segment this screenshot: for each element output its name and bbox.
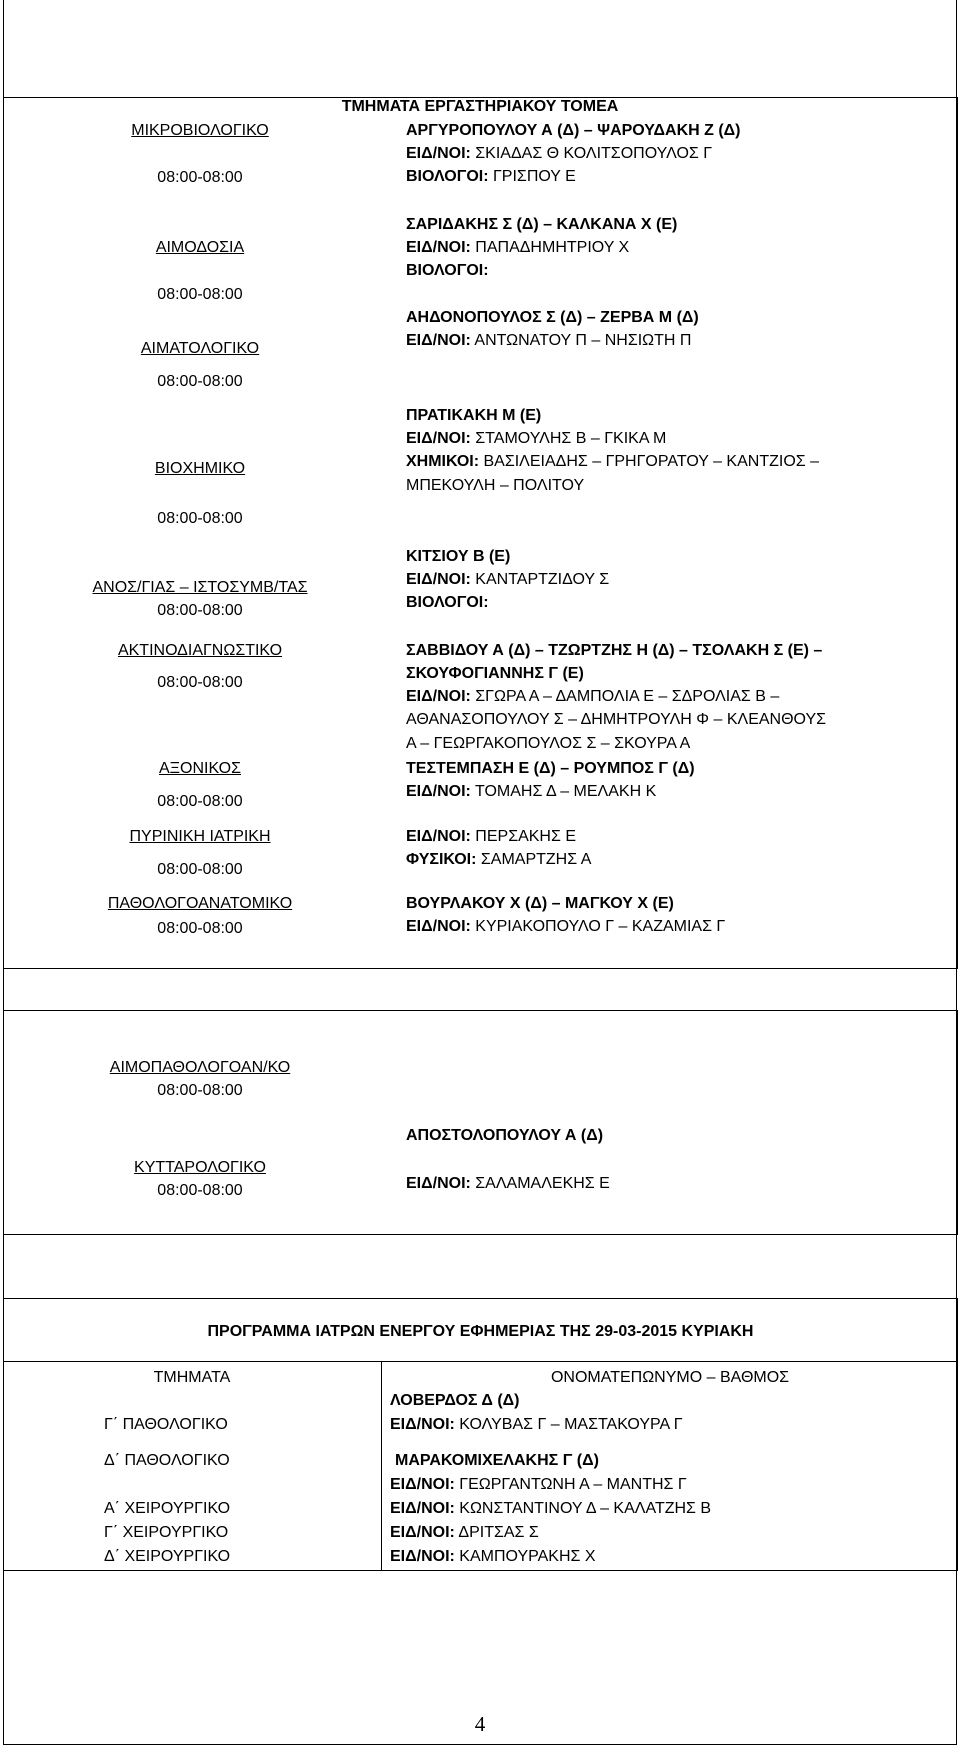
column-divider (381, 1361, 382, 1571)
dept-hours: 08:00-08:00 (157, 1082, 243, 1099)
dept-name: ΠΑΘΟΛΟΓΟΑΝΑΤΟΜΙΚΟ (107, 895, 293, 912)
dept-name: ΜΙΚΡΟΒΙΟΛΟΓΙΚΟ (131, 122, 269, 139)
dept-hours: 08:00-08:00 (157, 373, 243, 390)
duty-staff: ΕΙΔ/ΝΟΙ: ΓΕΩΡΓΑΝΤΩΝΗ Α – ΜΑΝΤΗΣ Γ (390, 1476, 687, 1493)
staff-line: ΦΥΣΙΚΟΙ: ΣΑΜΑΡΤΖΗΣ Α (406, 851, 592, 868)
dept-hours: 08:00-08:00 (157, 602, 243, 619)
staff-line: ΑΘΑΝΑΣΟΠΟΥΛΟΥ Σ – ΔΗΜΗΤΡΟΥΛΗ Φ – ΚΛΕΑΝΘΟΥΣ (406, 711, 827, 728)
duty-dept: Δ΄ ΧΕΙΡΟΥΡΓΙΚΟ (104, 1548, 231, 1565)
dept-name: ΑΙΜΑΤΟΛΟΓΙΚΟ (140, 340, 260, 357)
dept-name: ΚΥΤΤΑΡΟΛΟΓΙΚΟ (134, 1159, 266, 1176)
dept-hours: 08:00-08:00 (157, 169, 243, 186)
section-title: ΤΜΗΜΑΤΑ ΕΡΓΑΣΤΗΡΙΑΚΟΥ ΤΟΜΕΑ (341, 98, 619, 115)
dept-hours: 08:00-08:00 (157, 510, 243, 527)
staff-line: Α – ΓΕΩΡΓΑΚΟΠΟΥΛΟΣ Σ – ΣΚΟΥΡΑ Α (406, 735, 691, 752)
duty-staff: ΕΙΔ/ΝΟΙ: ΚΩΝΣΤΑΝΤΙΝΟΥ Δ – ΚΑΛΑΤΖΗΣ Β (390, 1500, 712, 1517)
staff-line: ΣΑΡΙΔΑΚΗΣ Σ (Δ) – ΚΑΛΚΑΝΑ Χ (Ε) (406, 216, 678, 233)
staff-line: ΒΟΥΡΛΑΚΟΥ Χ (Δ) – ΜΑΓΚΟΥ Χ (Ε) (406, 895, 674, 912)
staff-line: ΒΙΟΛΟΓΟΙ: (406, 262, 489, 279)
staff-line: ΣΚΟΥΦΟΓΙΑΝΝΗΣ Γ (Ε) (406, 665, 584, 682)
staff-line: ΑΠΟΣΤΟΛΟΠΟΥΛΟΥ Α (Δ) (406, 1127, 604, 1144)
staff-line: ΕΙΔ/ΝΟΙ: ΣΤΑΜΟΥΛΗΣ Β – ΓΚΙΚΑ Μ (406, 430, 667, 447)
staff-line: ΕΙΔ/ΝΟΙ: ΣΚΙΑΔΑΣ Θ ΚΟΛΙΤΣΟΠΟΥΛΟΣ Γ (406, 145, 713, 162)
staff-line: ΣΑΒΒΙΔΟΥ Α (Δ) – ΤΖΩΡΤΖΗΣ Η (Δ) – ΤΣΟΛΑΚΗ Σ (Ε) – (406, 642, 823, 659)
staff-line: ΕΙΔ/ΝΟΙ: ΤΟΜΑΗΣ Δ – ΜΕΛΑΚΗ Κ (406, 783, 657, 800)
staff-line: ΧΗΜΙΚΟΙ: ΒΑΣΙΛΕΙΑΔΗΣ – ΓΡΗΓΟΡΑΤΟΥ – ΚΑΝΤΖΙΟΣ – (406, 453, 819, 470)
staff-line: ΑΡΓΥΡΟΠΟΥΛΟΥ Α (Δ) – ΨΑΡΟΥΔΑΚΗ Ζ (Δ) (406, 122, 741, 139)
duty-head: ΛΟΒΕΡΔΟΣ Δ (Δ) (390, 1392, 520, 1409)
dept-name: ΑΝΟΣ/ΓΙΑΣ – ΙΣΤΟΣΥΜΒ/ΤΑΣ (92, 579, 308, 596)
dept-name: ΠΥΡΙΝΙΚΗ ΙΑΤΡΙΚΗ (129, 828, 271, 845)
duty-dept: Δ΄ ΠΑΘΟΛΟΓΙΚΟ (104, 1452, 230, 1469)
dept-name: ΒΙΟΧΗΜΙΚΟ (154, 460, 246, 477)
dept-hours: 08:00-08:00 (157, 920, 243, 937)
staff-line: ΕΙΔ/ΝΟΙ: ΣΑΛΑΜΑΛΕΚΗΣ Ε (406, 1175, 610, 1192)
dept-hours: 08:00-08:00 (157, 861, 243, 878)
dept-hours: 08:00-08:00 (157, 286, 243, 303)
dept-name: ΑΚΤΙΝΟΔΙΑΓΝΩΣΤΙΚΟ (117, 642, 283, 659)
duty-staff: ΕΙΔ/ΝΟΙ: ΚΟΛΥΒΑΣ Γ – ΜΑΣΤΑΚΟΥΡΑ Γ (390, 1416, 683, 1433)
dept-hours: 08:00-08:00 (157, 1182, 243, 1199)
staff-line: ΕΙΔ/ΝΟΙ: ΚΥΡΙΑΚΟΠΟΥΛΟ Γ – ΚΑΖΑΜΙΑΣ Γ (406, 918, 726, 935)
staff-line: ΤΕΣΤΕΜΠΑΣΗ Ε (Δ) – ΡΟΥΜΠΟΣ Γ (Δ) (406, 760, 695, 777)
column-header-names: ΟΝΟΜΑΤΕΠΩΝΥΜΟ – ΒΑΘΜΟΣ (550, 1369, 790, 1386)
staff-line: ΕΙΔ/ΝΟΙ: ΚΑΝΤΑΡΤΖΙΔΟΥ Σ (406, 571, 610, 588)
dept-hours: 08:00-08:00 (157, 793, 243, 810)
staff-line: ΒΙΟΛΟΓΟΙ: (406, 594, 489, 611)
duty-staff: ΕΙΔ/ΝΟΙ: ΔΡΙΤΣΑΣ Σ (390, 1524, 539, 1541)
duty-schedule-title: ΠΡΟΓΡΑΜΜΑ ΙΑΤΡΩΝ ΕΝΕΡΓΟΥ ΕΦΗΜΕΡΙΑΣ ΤΗΣ 29-03-2015 ΚΥΡΙΑΚΗ (207, 1323, 754, 1340)
duty-dept: Γ΄ ΠΑΘΟΛΟΓΙΚΟ (104, 1416, 228, 1433)
dept-hours: 08:00-08:00 (157, 674, 243, 691)
staff-line: ΠΡΑΤΙΚΑΚΗ Μ (Ε) (406, 407, 542, 424)
duty-head: ΜΑΡΑΚΟΜΙΧΕΛΑΚΗΣ Γ (Δ) (395, 1452, 599, 1469)
staff-line: ΑΗΔΟΝΟΠΟΥΛΟΣ Σ (Δ) – ΖΕΡΒΑ Μ (Δ) (406, 309, 699, 326)
staff-line: ΕΙΔ/ΝΟΙ: ΠΕΡΣΑΚΗΣ Ε (406, 828, 576, 845)
column-header-departments: ΤΜΗΜΑΤΑ (153, 1369, 231, 1386)
dept-name: ΑΙΜΟΔΟΣΙΑ (155, 239, 245, 256)
staff-line: ΕΙΔ/ΝΟΙ: ΠΑΠΑΔΗΜΗΤΡΙΟΥ Χ (406, 239, 630, 256)
duty-dept: Α΄ ΧΕΙΡΟΥΡΓΙΚΟ (104, 1500, 231, 1517)
staff-line: ΜΠΕΚΟΥΛΗ – ΠΟΛΙΤΟΥ (406, 477, 585, 494)
staff-line: ΒΙΟΛΟΓΟΙ: ΓΡΙΣΠΟΥ Ε (406, 168, 576, 185)
duty-dept: Γ΄ ΧΕΙΡΟΥΡΓΙΚΟ (104, 1524, 229, 1541)
duty-staff: ΕΙΔ/ΝΟΙ: ΚΑΜΠΟΥΡΑΚΗΣ Χ (390, 1548, 596, 1565)
dept-name: ΑΙΜΟΠΑΘΟΛΟΓΟΑΝ/ΚΟ (109, 1059, 291, 1076)
staff-line: ΕΙΔ/ΝΟΙ: ΑΝΤΩΝΑΤΟΥ Π – ΝΗΣΙΩΤΗ Π (406, 332, 692, 349)
page-number: 4 (474, 1712, 486, 1736)
staff-line: ΕΙΔ/ΝΟΙ: ΣΓΩΡΑ Α – ΔΑΜΠΟΛΙΑ Ε – ΣΔΡΟΛΙΑΣ Β – (406, 688, 780, 705)
staff-line: ΚΙΤΣΙΟΥ Β (Ε) (406, 548, 511, 565)
dept-name: ΑΞΟΝΙΚΟΣ (158, 760, 242, 777)
